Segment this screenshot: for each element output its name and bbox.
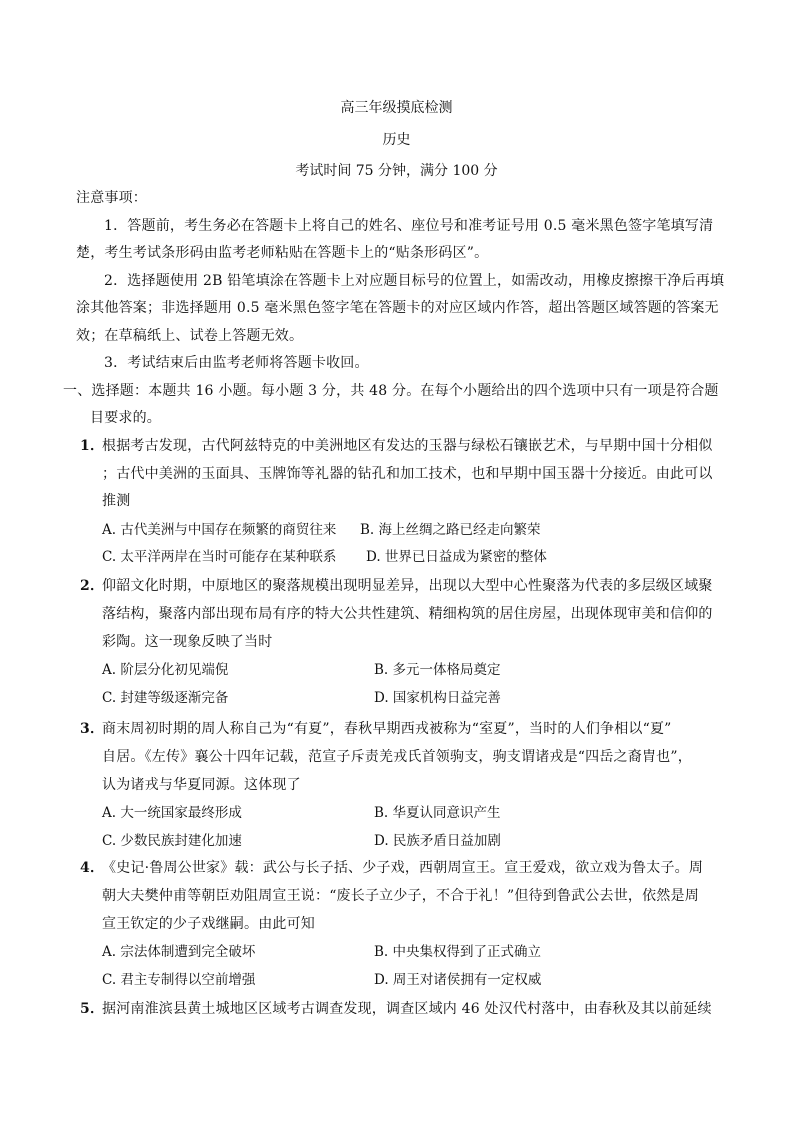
option-a[interactable]: A. 宗法体制遭到完全破坏 — [102, 944, 256, 960]
question-number: 3． — [80, 721, 105, 737]
option-b[interactable]: B. 中央集权得到了正式确立 — [374, 944, 542, 960]
question-text-line: 推测 — [102, 493, 131, 509]
notice-item1-line1: 1．答题前，考生务必在答题卡上将自己的姓名、座位号和准考证号用 0.5 毫米黑色签字笔填写清 — [104, 218, 714, 234]
option-a[interactable]: A. 阶层分化初见端倪 — [102, 662, 229, 678]
option-d[interactable]: D. 周王对诸侯拥有一定权威 — [374, 972, 542, 988]
question-number: 2． — [80, 578, 105, 594]
option-d[interactable]: D. 国家机构日益完善 — [374, 690, 501, 706]
exam-subject: 历史 — [382, 132, 411, 148]
question-text-line: 落结构，聚落内部出现布局有序的特大公共性建筑、精细构筑的居住房屋，出现体现审美和信仰的 — [102, 606, 713, 622]
exam-time-info: 考试时间 75 分钟，满分 100 分 — [295, 163, 498, 179]
option-c[interactable]: C. 太平洋两岸在当时可能存在某种联系 — [102, 549, 337, 565]
notice-item2-line2: 涂其他答案；非选择题用 0.5 毫米黑色签字笔在答题卡的对应区域内作答，超出答题区域答题的答案无 — [76, 300, 719, 316]
question-text-line: 据河南淮滨县黄土城地区区域考古调查发现，调查区域内 46 处汉代村落中，由春秋及其以前延续 — [102, 1001, 712, 1017]
question-text-line: 仰韶文化时期，中原地区的聚落规模出现明显差异，出现以大型中心性聚落为代表的多层级区域聚 — [102, 578, 713, 594]
notice-heading: 注意事项： — [76, 190, 147, 206]
notice-item3: 3．考试结束后由监考老师将答题卡收回。 — [104, 355, 369, 371]
option-c[interactable]: C. 君主专制得以空前增强 — [102, 972, 256, 988]
question-text-line: ；古代中美洲的玉面具、玉牌饰等礼器的钻孔和加工技术，也和早期中国玉器十分接近。由此可以 — [102, 466, 713, 482]
option-b[interactable]: B. 海上丝绸之路已经走向繁荣 — [360, 522, 541, 538]
notice-item1-line2: 楚，考生考试条形码由监考老师粘贴在答题卡上的“贴条形码区”。 — [76, 245, 489, 261]
question-text-line: 宣王钦定的少子戏继嗣。由此可知 — [102, 916, 315, 932]
question-number: 4． — [80, 860, 105, 876]
question-text-line: 自居。《左传》襄公十四年记载，范宣子斥责羌戎氏首领驹支，驹支谓诸戎是“四岳之裔胄也”， — [102, 749, 692, 765]
exam-title: 高三年级摸底检测 — [340, 100, 453, 116]
question-text-line: 朝大夫樊仲甫等朝臣劝阻周宣王说：“废长子立少子，不合于礼！”但待到鲁武公去世，依然是周 — [102, 888, 699, 904]
option-c[interactable]: C. 少数民族封建化加速 — [102, 833, 242, 849]
question-number: 1． — [80, 438, 105, 454]
question-text-line: 彩陶。这一现象反映了当时 — [102, 634, 273, 650]
question-text-line: 根据考古发现，古代阿兹特克的中美洲地区有发达的玉器与绿松石镶嵌艺术，与早期中国十分相似 — [102, 438, 713, 454]
question-number: 5． — [80, 1001, 105, 1017]
option-a[interactable]: A. 大一统国家最终形成 — [102, 805, 242, 821]
notice-item2-line1: 2．选择题使用 2B 铅笔填涂在答题卡上对应题目标号的位置上，如需改动，用橡皮擦擦干净后再填 — [104, 273, 725, 289]
option-b[interactable]: B. 多元一体格局奠定 — [374, 662, 501, 678]
section1-line2: 目要求的。 — [90, 410, 161, 426]
option-d[interactable]: D. 民族矛盾日益加剧 — [374, 833, 501, 849]
question-text-line: 《史记·鲁周公世家》载：武公与长子括、少子戏，西朝周宣王。宣王爱戏，欲立戏为鲁太子。周 — [102, 860, 704, 876]
question-text-line: 商末周初时期的周人称自己为“有夏”，春秋早期西戎被称为“室夏”，当时的人们争相以“夏” — [102, 721, 672, 737]
section1-line1: 一、选择题：本题共 16 小题。每小题 3 分，共 48 分。在每个小题给出的四个选项中只有一项是符合题 — [63, 383, 719, 399]
option-d[interactable]: D. 世界已日益成为紧密的整体 — [366, 549, 547, 565]
option-c[interactable]: C. 封建等级逐渐完备 — [102, 690, 229, 706]
option-b[interactable]: B. 华夏认同意识产生 — [374, 805, 501, 821]
option-a[interactable]: A. 古代美洲与中国存在频繁的商贸往来 — [102, 522, 337, 538]
notice-item2-line3: 效；在草稿纸上、试卷上答题无效。 — [76, 328, 304, 344]
question-text-line: 认为诸戎与华夏同源。这体现了 — [102, 777, 301, 793]
